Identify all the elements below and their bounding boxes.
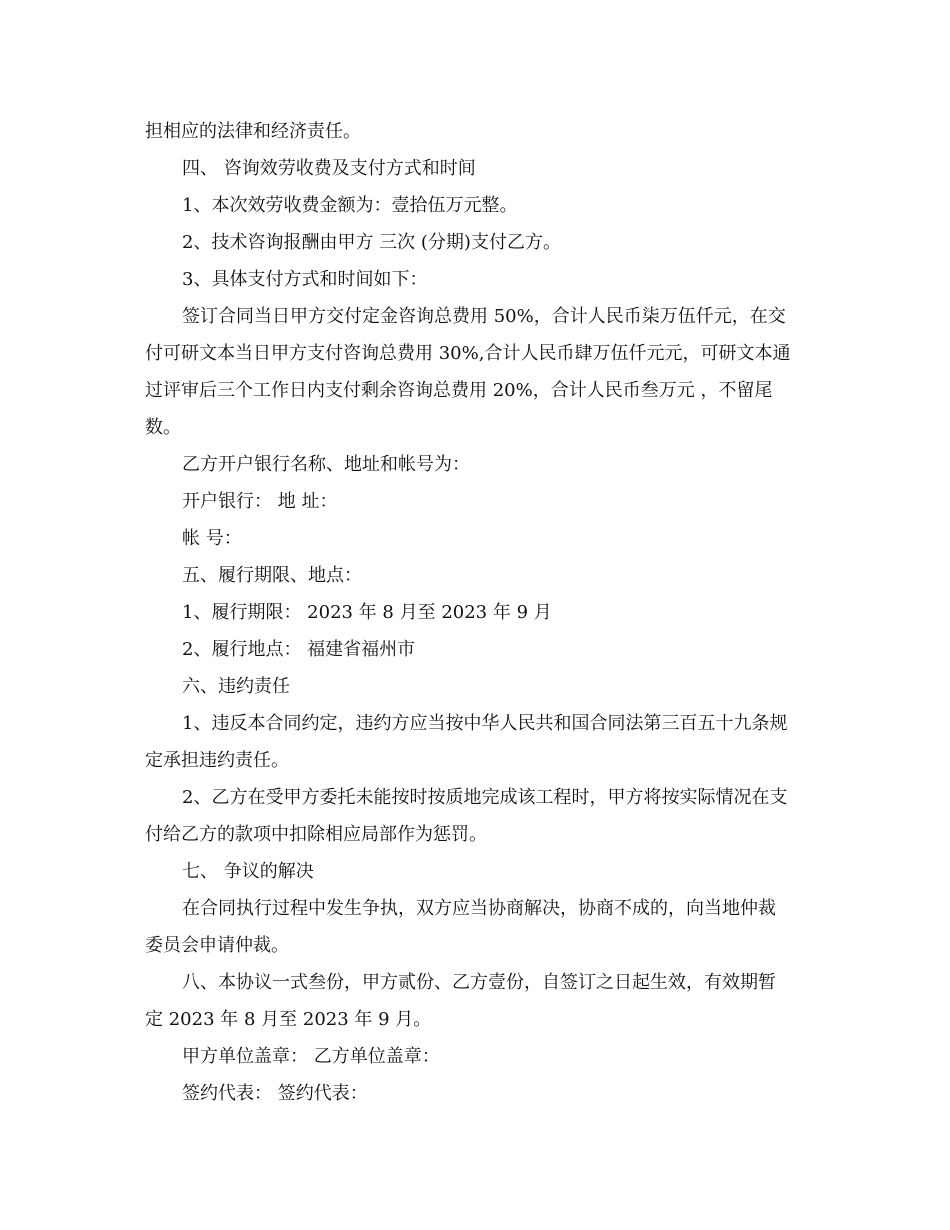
text-line: 五、履行期限、地点： bbox=[182, 565, 362, 586]
text-line: 甲方单位盖章： 乙方单位盖章： bbox=[182, 1046, 440, 1067]
text-line: 2、乙方在受甲方委托未能按时按质地完成该工程时，甲方将按实际情况在支 bbox=[182, 787, 788, 808]
text-line: 八、本协议一式叁份，甲方贰份、乙方壹份，自签订之日起生效，有效期暂 bbox=[182, 972, 776, 993]
text-line: 帐 号： bbox=[182, 528, 242, 549]
text-line: 3、具体支付方式和时间如下： bbox=[182, 269, 428, 290]
text-line: 2、技术咨询报酬由甲方 三次 (分期)支付乙方。 bbox=[182, 232, 561, 253]
text-line: 过评审后三个工作日内支付剩余咨询总费用 20%，合计人民币叁万元 ，不留尾 bbox=[145, 380, 773, 401]
document-body bbox=[145, 113, 810, 1112]
text-line: 六、违约责任 bbox=[182, 676, 290, 697]
text-line: 签约代表： 签约代表： bbox=[182, 1083, 368, 1104]
text-line: 2、履行地点： 福建省福州市 bbox=[182, 639, 416, 660]
text-line: 付可研文本当日甲方支付咨询总费用 30%,合计人民币肆万伍仟元元，可研文本通 bbox=[145, 343, 791, 364]
text-line: 定承担违约责任。 bbox=[145, 750, 289, 771]
text-line: 1、违反本合同约定，违约方应当按中华人民共和国合同法第三百五十九条规 bbox=[182, 713, 788, 734]
text-line: 在合同执行过程中发生争执，双方应当协商解决，协商不成的，向当地仲裁 bbox=[182, 898, 776, 919]
text-line: 1、履行期限： 2023 年 8 月至 2023 年 9 月 bbox=[182, 602, 552, 623]
text-line: 付给乙方的款项中扣除相应局部作为惩罚。 bbox=[145, 824, 487, 845]
text-line: 签订合同当日甲方交付定金咨询总费用 50%，合计人民币柒万伍仟元，在交 bbox=[182, 306, 786, 327]
text-line: 开户银行： 地 址： bbox=[182, 491, 338, 512]
text-line: 七、 争议的解决 bbox=[182, 861, 314, 882]
text-line: 四、 咨询效劳收费及支付方式和时间 bbox=[182, 158, 476, 179]
text-line: 数。 bbox=[145, 417, 181, 438]
text-line: 委员会申请仲裁。 bbox=[145, 935, 289, 956]
text-line: 乙方开户银行名称、地址和帐号为： bbox=[182, 454, 470, 475]
text-line: 担相应的法律和经济责任。 bbox=[145, 121, 361, 142]
text-line: 定 2023 年 8 月至 2023 年 9 月。 bbox=[145, 1009, 432, 1030]
text-line: 1、本次效劳收费金额为：壹拾伍万元整。 bbox=[182, 195, 518, 216]
